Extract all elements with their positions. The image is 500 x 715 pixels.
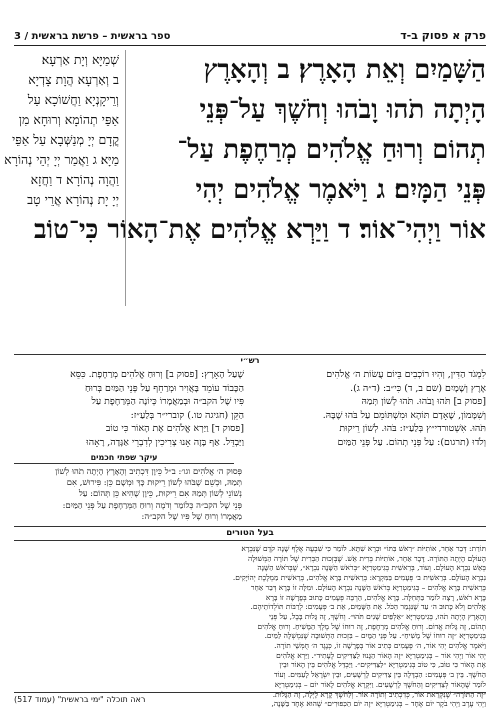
baal-haturim-line: בְּאֵשׁ נִבְרָא הָעוֹלָם. וְעוֹד, בְּרֵאשִׁית בְּגִימַטְרִיָּא ״בְּרֹאשׁ הַשָּׁנָה נִבְרָא״, שֶׁבְּרֹאשׁ הַשָּׁנָה xyxy=(257,563,486,573)
header-chapter-verse: פרק א פסוק ב-ד xyxy=(400,29,486,42)
siftei-line: פְּנֵי שֶׁל הקב״ה כְּלוֹמַר וְדֹמֶה וְרוּחַ הַמְּרַחֶפֶת עַל פְּנֵי הַמַּיִם: xyxy=(62,499,242,510)
baal-haturim-line: וַיְהִי עֶרֶב וַיְהִי בֹקֶר יוֹם אֶחָד – בְּגִימַטְרִיָּא ״זֶה יוֹם הַכִּפּוּרִים״ שֶׁהוּא אֶחָד בַּשָּׁנָה, xyxy=(271,699,486,709)
siftei-line: תְּמַהּ, וּכְשֵׁם שֶׁבֹּהוּ לְשׁוֹן רֵיקוּת כָּךְ וּמְשָׁם כֵּן: פִּירוּשׁ, אִם xyxy=(66,477,242,488)
rashi-line: לִמְגֹד הַדִּין, וְהִיוּ רוֹכְבִים בֵּיוֹם עֲשׂוֹת ה׳ אֱלֹהִים xyxy=(326,369,486,380)
rashi-line: פִּיו שֶׁל הקב״ה וּבְמַאֲמָרוֹ כְּיוֹנָה הַמְּרַחֶפֶת עַל xyxy=(91,396,244,407)
baal-haturim-line: הַחֹשֶׁךְ. בֵּין ב׳ פְּעָמִים: הַבְדָּלָה בֵּין צַדִּיקִים לָרְשָׁעִים, וּבֵין יִשְׂרָאֵל לָעַמִּים. וְעוֹד xyxy=(274,670,486,680)
onkelos-line: מַיָּא׃ ג וַאֲמַר יְיָ יְהֵי נְהוֹרָא xyxy=(4,152,119,167)
onkelos-line: קֳדָם יְיָ מְנַשְּׁבָא עַל אַפֵּי xyxy=(11,132,119,147)
torah-text-line: פְּנֵי הַמָּיִם׃ ג וַיֹּאמֶר אֱלֹהִים יְהִי xyxy=(195,175,486,205)
onkelos-line: וַהֲוָה נְהוֹרָא׃ ד וַחֲזָא xyxy=(30,172,119,187)
baal-haturim-line: אֱלֹהִים וְלֹא כָּתוּב ה׳ עַד שֶׁנִּגְמַר הַכֹּל. אֵת הַשָּׁמַיִם, אֵת ב׳ פְּעָמִים: לְרַבּוֹת תּוֹלְדוֹתֵיהֶם. xyxy=(250,602,486,612)
baal-haturim-line: לוֹמַר שֶׁהָאוֹר לְצַדִּיקִים וְהַחֹשֶׁךְ לָרְשָׁעִים. וַיִּקְרָא אֱלֹהִים לָאוֹר יוֹם – בְּגִימַטְרִיָּא xyxy=(274,679,486,689)
torah-text-line: תְהוֹם וְרוּחַ אֱלֹהִים מְרַחֶפֶת עַל־ xyxy=(177,135,486,165)
baal-haturim-line: אֶת הָאוֹר כִּי טוֹב, כִּי טוֹב בְּגִימַטְרִיָּא ״לַצַּדִּיקִים״. וַיַּבְדֵּל אֱלֹהִים בֵּין הָאוֹר וּבֵין xyxy=(279,660,486,670)
header-book-parsha-page: ספר בראשית – פרשת בראשית / 3 xyxy=(14,31,171,42)
torah-text-line: הַשָּׁמַיִם וְאֵת הָאָרֶץ׃ ב וְהָאָרֶץ xyxy=(203,55,486,85)
torah-text-line: הָיְתָה תֹהוּ וָבֹהוּ וְחֹשֶׁךְ עַל־פְּנֵי xyxy=(199,95,486,125)
torah-text-line: אוֹר וַיְהִי־אוֹר׃ ד וַיַּרְא אֱלֹהִים אֶת־הָאוֹר כִּי־טוֹב xyxy=(34,215,486,245)
page-header xyxy=(14,20,486,46)
top-section xyxy=(4,50,486,306)
onkelos-line: וְרֵיקָנְיָא וַחֲשׁוֹכָא עַל xyxy=(27,92,119,107)
baal-haturim-heading: בעל הטורים xyxy=(14,526,486,541)
siftei-line: מַאֲמָרוֹ וְרוּחַ שֶׁל פִּיו שֶׁל הקב״ה: xyxy=(141,510,242,521)
footer-reference-note: ראה תוכלה "ימי בראשית" (עמוד 517) xyxy=(14,695,146,704)
baal-haturim-line: בָּרָא רֹאשׁ, רָצָה לוֹמַר בַּתְּחִלָּה. בָּרָא אֱלֹהִים, הַרְבֵּה פְּעָמִים כָּתוּב בְּפָרָשָׁה זוֹ בָּרָא xyxy=(265,592,486,602)
rashi-line: [פסוק ד] וַיַּרְא אֱלֹהִים אֶת הָאוֹר כִּי טוֹב xyxy=(105,423,244,434)
baal-haturim-line: וַיֹּאמֶר אֱלֹהִים יְהִי אוֹר, ה׳ פְּעָמִים כְּתִיב אוֹר בְּפָרָשָׁה זוֹ, כְּנֶגֶד ה׳ חֻמְּשֵׁי תוֹרָה. xyxy=(274,641,486,651)
siftei-line: נְשׁוֹנֵי לְשׁוֹן תְּמַהּ אִם רֵיקוּת, כֵּיוָן שֶׁהִיא כֵּן תְּהוֹם: עַל xyxy=(78,488,242,499)
rashi-line: אֶרֶץ וְשָׁמָיִם (שם ב, ד) כִּי״ב: (ד״ה ג). xyxy=(350,382,486,394)
rashi-line: וְלֹדוּ (תרגום): עַל פְּנֵי תְהוֹם. עַל פְּנֵי הַמַּיִם xyxy=(337,436,486,448)
baal-haturim-line: יְהִי אוֹר וַיְהִי אוֹר – בְּגִימַטְרִיָּא ״זֶה הָאוֹר הַגָּנוּז לַצַּדִּיקִים לֶעָתִיד״. וַיַּרְא אֱלֹהִים xyxy=(276,650,486,660)
rashi-divider xyxy=(14,354,486,367)
siftei-chachamim-commentary xyxy=(14,466,242,524)
baal-haturim-line: תּוֹרַת: דְּבַר אַחֵר, אוֹתִיּוֹת ״רַאשׁ בִּתּוֹ״ וּבְרָא שִׁתָּא. לוֹמַר כִּי שִׁבְעָה אֶלֶף שָׁנָה קֹדֶם שֶׁנִּבְרָא xyxy=(241,544,486,553)
onkelos-line: יְיָ יָת נְהוֹרָא אֲרֵי טָב xyxy=(27,192,119,207)
page-footer xyxy=(14,689,486,707)
rashi-line: וַיַּבְדֵּל. אַף בָּזֶה אָנוּ צְרִיכִין לְדִבְרֵי אַגָּדָה, רָאָהוּ xyxy=(86,436,244,448)
rashi-line: שֶׁעַל הָאָרֶץ: [פסוק ב] וְרוּחַ אֱלֹהִים מְרַחֶפֶת. כִּסֵּא xyxy=(70,369,244,380)
onkelos-line: שְׁמַיָּא וְיָת אַרְעָא׃ xyxy=(41,52,119,67)
rashi-line: תֹּהוּ. אִשְׁטורדי״ץ בְּלַעַ״ז: בֹּהוּ. לְשׁוֹן רֵיקוּת xyxy=(339,423,486,434)
siftei-line: פְּסוּק ה׳ אֱלֹהִים וגו׳: ב״ל כֵּיוָן דִּכְתִיב וְהָאָרֶץ הָיְתָה תֹהוּ לְשׁוֹן xyxy=(55,466,242,476)
rashi-column-right xyxy=(256,368,486,450)
rashi-line: וְשִׁמָּמוֹן, שֶׁאָדָם תּוֹהֶא וּמִשְׁתּוֹמֵם עַל בֹּהוּ שֶׁבָּהּ. xyxy=(322,409,486,421)
baal-haturim-line: בְּגִימַטְרִיָּא ״זֶה רוּחוֹ שֶׁל מָשִׁיחַ״. עַל פְּנֵי הַמָּיִם – בִּזְכוּת הַתְּשׁוּבָה שֶׁנִּמְשְׁלָה לַמַּיִם. xyxy=(264,631,486,641)
onkelos-line: אַפֵּי תְהוֹמָא וְרוּחָא מִן xyxy=(18,112,119,127)
baal-haturim-line: ״זֶה הַתּוֹרָה״ שֶׁנִּקְרֵאת אוֹר, כְּדִכְתִיב וְתוֹרָה אוֹר. וְלַחֹשֶׁךְ קָרָא לָיְלָה, זֶה הַגָּלוּת. xyxy=(272,689,486,699)
baal-haturim-line: בְּרֵאשִׁית בָּרָא אֱלֹהִים – בְּגִימַטְרִיָּא בְּרֹאשׁ הַשָּׁנָה נִבְרָא הָעוֹלָם. וּמִלָּה זוֹ בָּרָא דְּבַר אַחֵר xyxy=(250,582,486,592)
rashi-column-left xyxy=(14,368,244,450)
rashi-line: הַכָּבוֹד עוֹמֵד בָּאֲוִיר וּמְרַחֵף עַל פְּנֵי הַמַּיִם בְּרוּחַ xyxy=(84,382,244,394)
siftei-chachamim-heading: עיקר שפתי חכמים xyxy=(14,452,234,464)
baal-haturim-line: נִבְרָא הָעוֹלָם. בְּרֵאשִׁית ב׳ פְּעָמִים בַּמִּקְרָא: בְּרֵאשִׁית בָּרָא אֱלֹהִים, בְּרֵאשִׁית מַמְלֶכֶת יְהוֹיָקִים. xyxy=(232,573,486,583)
onkelos-translation xyxy=(4,50,126,306)
rashi-line: הַקֵּן (חגיגה טו.) קוברי״ר בְּלַעַ״ז: xyxy=(130,409,244,421)
rashi-label: רש״י xyxy=(237,356,264,365)
baal-haturim-line: תְהוֹם, זֶה גָּלוּת אֱדוֹם. וְרוּחַ אֱלֹהִים מְרַחֶפֶת, זֶה רוּחוֹ שֶׁל מֶלֶךְ הַמָּשִׁיחַ. וְרוּחַ אֱלֹהִים xyxy=(257,621,486,631)
rashi-line: [פסוק ב] תֹּהוּ וָבֹהוּ. תֹּהוּ לְשׁוֹן תְּמַהּ xyxy=(361,396,486,407)
rashi-commentary xyxy=(14,368,486,450)
baal-haturim-line: וְהָאָרֶץ הָיְתָה תֹהוּ, בְּגִימַטְרִיָּא ״אַלְפַּיִם שָׁנִים תֹּהוּ״. וְחֹשֶׁךְ, זֶה גָּלוּת בָּבֶל, עַל פְּנֵי xyxy=(269,611,486,621)
baal-haturim-line: הָעוֹלָם הָיְתָה הַתּוֹרָה. דָּבָר אַחֵר, אוֹתִיּוֹת בְּרִית אֵשׁ. שֶׁבְּזְכוּת הַבְּרִית שֶׁל תּוֹרָה הַמְּשׁוּלָה xyxy=(248,553,486,563)
onkelos-line: ב וְאַרְעָא הֲוָת צָדְיָא xyxy=(28,72,119,87)
